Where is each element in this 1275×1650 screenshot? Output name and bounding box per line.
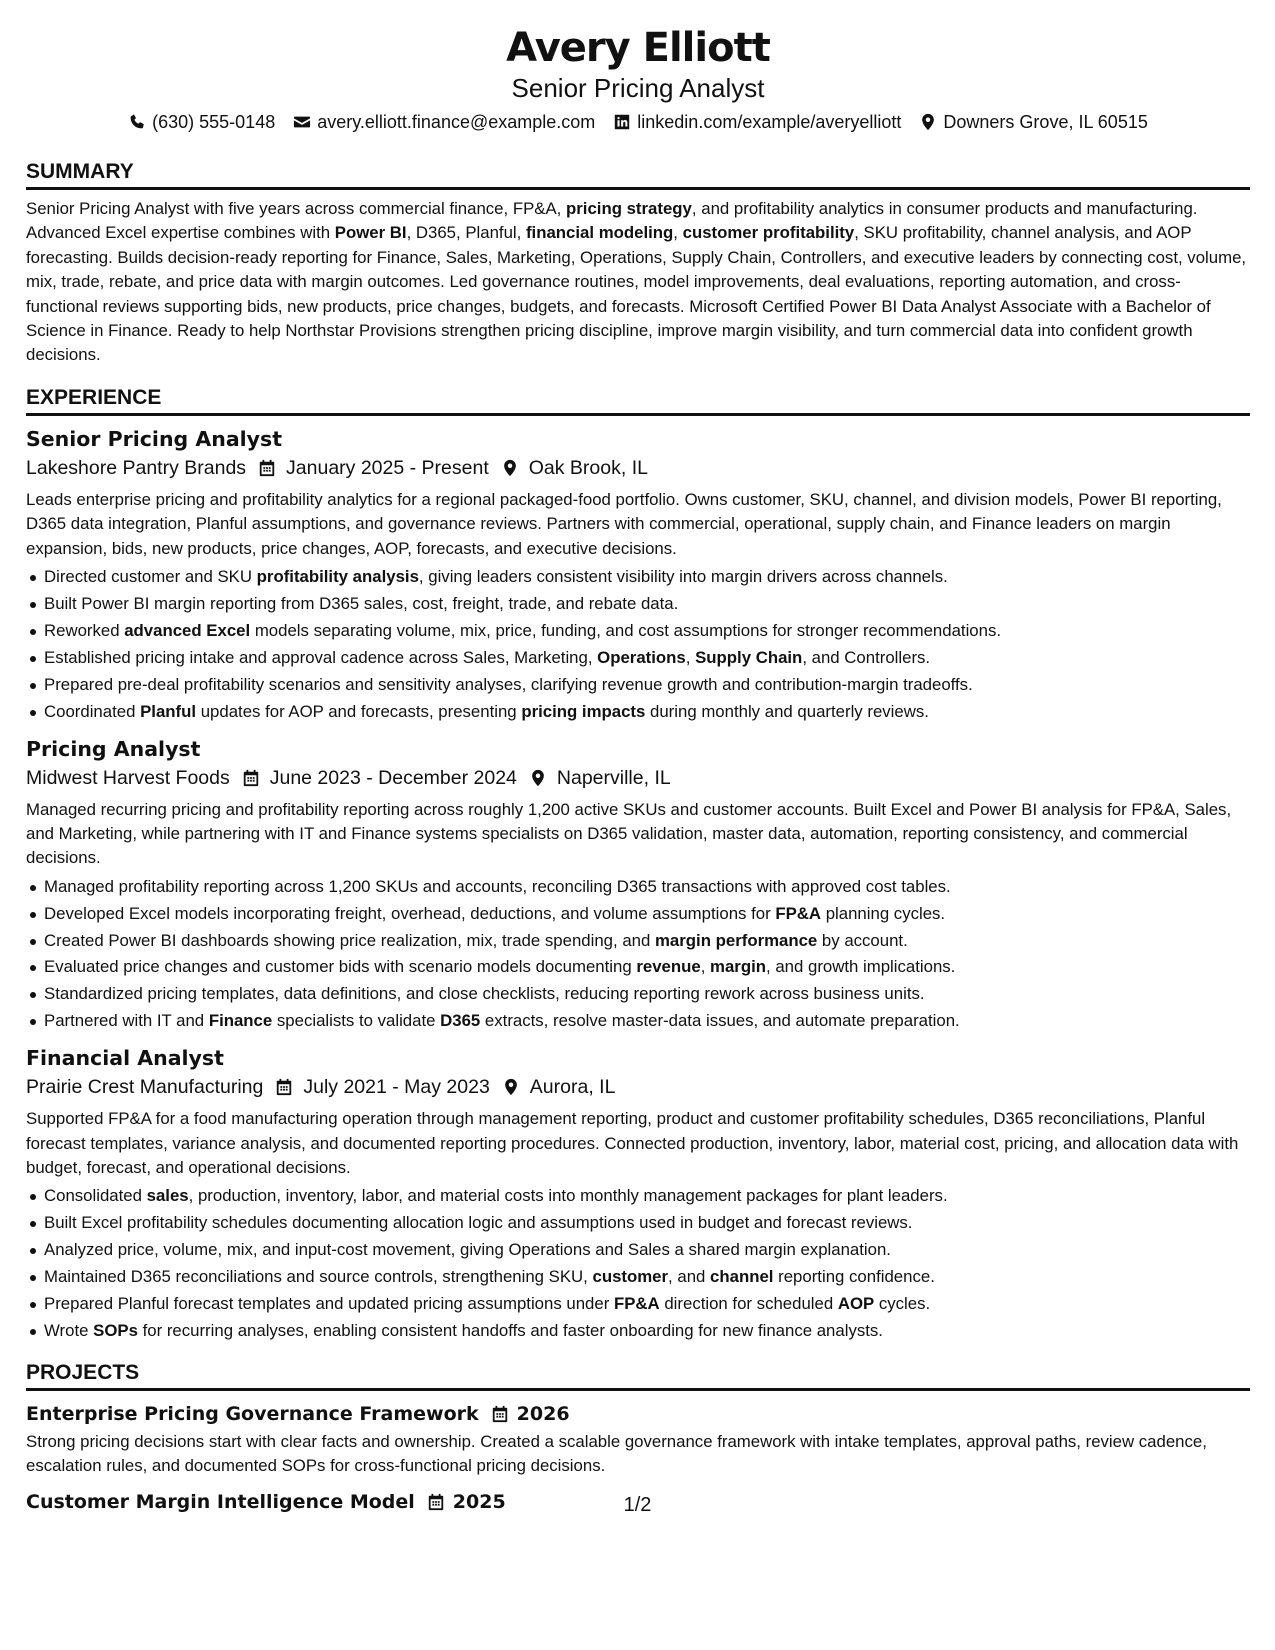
list-item: Established pricing intake and approval cadence across Sales, Marketing, Operations, Supply Chain, and Controllers. [44,645,1250,672]
job-location: Aurora, IL [529,1076,616,1099]
contact-bar [26,110,1250,134]
job-bullets [26,1183,1250,1344]
list-item: Reworked advanced Excel models separating volume, mix, price, funding, and cost assumptions for stronger recommendations. [44,618,1250,645]
company-name: Prairie Crest Manufacturing [26,1076,264,1099]
list-item: Directed customer and SKU profitability analysis, giving leaders consistent visibility into margin drivers across channels. [44,564,1250,591]
phone-text: (630) 555-0148 [152,112,276,132]
list-item: Coordinated Planful updates for AOP and forecasts, presenting pricing impacts during monthly and quarterly reviews. [44,699,1250,726]
job-entry [26,1044,1250,1345]
job-bullets [26,564,1250,725]
summary-heading: SUMMARY [26,158,1250,190]
job-title: Pricing Analyst [26,736,201,761]
job-title: Financial Analyst [26,1046,224,1071]
list-item: Standardized pricing templates, data definitions, and close checklists, reducing reporting rework across business units. [44,981,1250,1008]
contact-linkedin[interactable] [613,110,901,134]
job-meta [26,1073,1250,1101]
project-name: Customer Margin Intelligence Model [26,1490,415,1513]
project-title [26,1400,1250,1428]
phone-icon [128,113,146,131]
job-location: Naperville, IL [556,766,671,789]
list-item: Developed Excel models incorporating freight, overhead, deductions, and volume assumptions for FP&A planning cycles. [44,901,1250,928]
email-text: avery.elliott.finance@example.com [317,112,596,132]
location-text: Downers Grove, IL 60515 [943,112,1148,132]
experience-heading: EXPERIENCE [26,384,1250,416]
project-description: Strong pricing decisions start with clear facts and ownership. Created a scalable governance framework with intake templates, approval paths, review cadence, escalation rules, and documented SOPs for cross-functional pricing decisions. [26,1431,1207,1476]
map-pin-icon [919,113,937,131]
company-name: Midwest Harvest Foods [26,766,230,789]
resume-page [26,0,1250,1650]
list-item: Created Power BI dashboards showing price realization, mix, trade spending, and margin performance by account. [44,928,1250,955]
project-entry [26,1400,1250,1479]
calendar-icon [242,769,260,787]
calendar-icon [491,1405,509,1423]
project-year: 2025 [452,1490,506,1513]
job-title: Senior Pricing Analyst [26,426,283,451]
job-entry [26,425,1250,726]
list-item: Prepared Planful forecast templates and updated pricing assumptions under FP&A direction for scheduled AOP cycles. [44,1291,1250,1318]
job-meta [26,454,1250,482]
list-item: Built Excel profitability schedules documenting allocation logic and assumptions used in budget and forecast reviews. [44,1210,1250,1237]
page-number: 1/2 [623,1494,652,1516]
list-item: Partnered with IT and Finance specialists to validate D365 extracts, resolve master-data issues, and automate preparation. [44,1008,1250,1035]
list-item: Consolidated sales, production, inventory, labor, and material costs into monthly management packages for plant leaders. [44,1183,1250,1210]
candidate-headline: Senior Pricing Analyst [511,73,765,103]
map-pin-icon [502,1078,520,1096]
list-item: Analyzed price, volume, mix, and input-cost movement, giving Operations and Sales a shared margin explanation. [44,1237,1250,1264]
job-dates: January 2025 - Present [286,456,489,479]
contact-email[interactable] [293,110,595,134]
list-item: Prepared pre-deal profitability scenarios and sensitivity analyses, clarifying revenue growth and contribution-margin tradeoffs. [44,672,1250,699]
job-entry [26,735,1250,1036]
job-description: Leads enterprise pricing and profitability analytics for a regional packaged-food portfolio. Owns customer, SKU, channel, and division models, Power BI reporting, D365 data integration, Planful assumptions, and governance reviews. Partners with commercial, operational, supply chain, and Finance leaders on margin expansion, bids, new products, price changes, AOP, forecasts, and executive decisions. [26,489,1222,558]
contact-phone[interactable] [128,110,275,134]
list-item: Built Power BI margin reporting from D365 sales, cost, freight, trade, and rebate data. [44,591,1250,618]
candidate-name: Avery Elliott [506,25,770,71]
job-bullets [26,874,1250,1035]
job-dates: July 2021 - May 2023 [303,1076,490,1099]
job-description: Managed recurring pricing and profitability reporting across roughly 1,200 active SKUs and customer accounts. Built Excel and Power BI analysis for FP&A, Sales, and Marketing, while partnering with IT and Finance systems specialists on D365 validation, master data, automation, reporting consistency, and commercial decisions. [26,799,1232,868]
map-pin-icon [529,769,547,787]
project-year: 2026 [516,1402,570,1425]
linkedin-icon [613,113,631,131]
job-description: Supported FP&A for a food manufacturing operation through management reporting, product and customer profitability schedules, D365 reconciliations, Planful forecast templates, variance analysis, and documented reporting procedures. Connected production, inventory, labor, material cost, pricing, and allocation data with budget, forecast, and operational decisions. [26,1109,1239,1177]
summary-paragraph: Senior Pricing Analyst with five years across commercial finance, FP&A, pricing strategy, and profitability analytics in consumer products and manufacturing. Advanced Excel expertise combines with Power BI, D365, Planful, financial modeling, customer profitability, SKU profitability, channel analysis, and AOP forecasting. Builds decision-ready reporting for Finance, Sales, Marketing, Operations, Supply Chain, Controllers, and executive leaders by connecting cost, volume, mix, trade, rebate, and price data with margin outcomes. Led governance routines, model improvements, deal evaluations, reporting automation, and cross-functional reviews supporting bids, new products, price changes, budgets, and forecasts. Microsoft Certified Power BI Data Analyst Associate with a Bachelor of Science in Finance. Ready to help Northstar Provisions strengthen pricing discipline, improve margin visibility, and turn commercial data into confident growth decisions. [26,199,1247,365]
project-name: Enterprise Pricing Governance Framework [26,1402,479,1425]
calendar-icon [275,1078,293,1096]
envelope-icon [293,113,311,131]
job-meta [26,764,1250,792]
list-item: Wrote SOPs for recurring analyses, enabling consistent handoffs and faster onboarding for new finance analysts. [44,1318,1250,1345]
contact-location [919,110,1147,134]
list-item: Evaluated price changes and customer bids with scenario models documenting revenue, margin, and growth implications. [44,954,1250,981]
list-item: Managed profitability reporting across 1,200 SKUs and accounts, reconciling D365 transactions with approved cost tables. [44,874,1250,901]
map-pin-icon [501,459,519,477]
company-name: Lakeshore Pantry Brands [26,456,247,479]
job-location: Oak Brook, IL [528,456,648,479]
list-item: Maintained D365 reconciliations and source controls, strengthening SKU, customer, and channel reporting confidence. [44,1264,1250,1291]
linkedin-text: linkedin.com/example/averyelliott [637,112,902,132]
calendar-icon [258,459,276,477]
job-dates: June 2023 - December 2024 [269,766,517,789]
projects-heading: PROJECTS [26,1359,1250,1391]
